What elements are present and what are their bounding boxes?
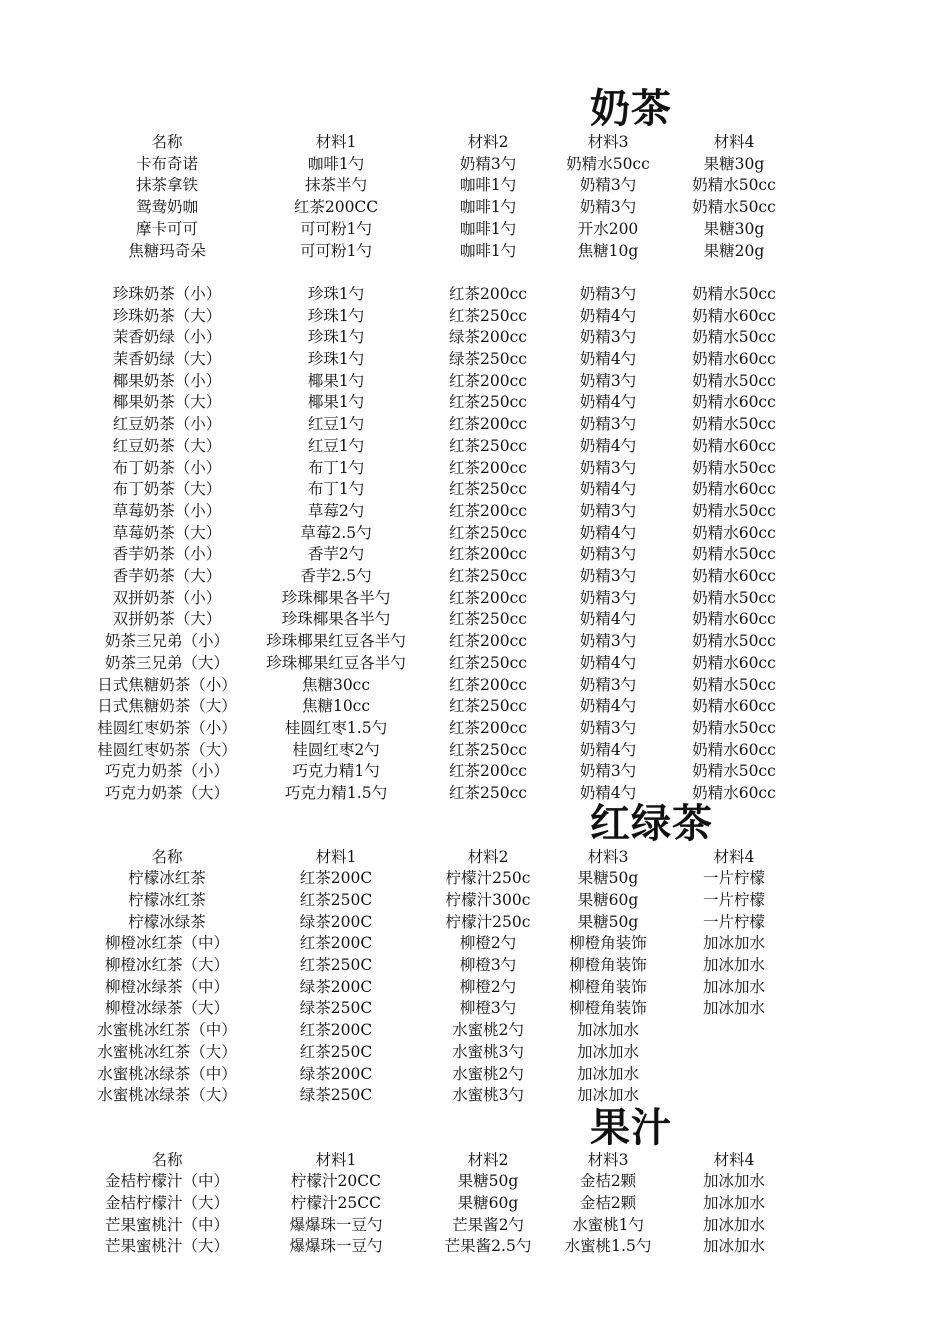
table-cell: 抹茶半勺 bbox=[304, 176, 367, 195]
table-cell: 红茶250cc bbox=[449, 523, 527, 542]
table-cell: 奶精3勺 bbox=[579, 415, 637, 434]
table-cell: 焦糖玛奇朵 bbox=[128, 241, 206, 260]
table-cell: 奶精4勺 bbox=[579, 436, 637, 455]
table-cell: 一片柠檬 bbox=[702, 912, 765, 931]
table-cell: 奶精水50cc bbox=[692, 284, 776, 303]
section-title: 红绿茶 bbox=[590, 800, 713, 847]
table-row bbox=[0, 413, 950, 435]
column-header: 材料4 bbox=[713, 133, 755, 151]
table-cell: 红茶200cc bbox=[449, 458, 527, 477]
table-row bbox=[0, 1170, 950, 1192]
table-cell: 金桔2颗 bbox=[579, 1172, 637, 1191]
table-cell: 奶精水50cc bbox=[692, 501, 776, 520]
table-cell: 香芋2.5勺 bbox=[300, 567, 372, 585]
table-row bbox=[0, 435, 950, 457]
table-header-row bbox=[0, 131, 950, 153]
table-cell: 咖啡1勺 bbox=[459, 241, 517, 260]
table-cell: 绿茶200C bbox=[299, 1064, 373, 1083]
table-row bbox=[0, 261, 950, 283]
table-cell: 日式焦糖奶茶（大） bbox=[97, 697, 237, 716]
table-cell: 珍珠1勺 bbox=[307, 284, 365, 303]
table-cell: 柳橙2勺 bbox=[459, 934, 517, 953]
table-cell: 红茶200cc bbox=[449, 284, 527, 303]
table-cell: 奶精3勺 bbox=[579, 371, 637, 390]
table-cell: 红茶200cc bbox=[449, 675, 527, 694]
table-cell: 绿茶250cc bbox=[449, 350, 527, 368]
table-cell: 奶精4勺 bbox=[579, 523, 637, 542]
table-cell: 开水200 bbox=[577, 219, 639, 238]
table-cell: 奶精4勺 bbox=[579, 610, 637, 629]
table-cell: 奶精水50cc bbox=[692, 675, 776, 694]
table-cell: 芒果蜜桃汁（中） bbox=[104, 1215, 229, 1234]
table-cell: 芒果蜜桃汁（大） bbox=[104, 1237, 229, 1256]
table-cell: 珍珠椰果各半勺 bbox=[281, 588, 391, 607]
table-row bbox=[0, 1192, 950, 1214]
table-cell: 珍珠奶茶（小） bbox=[112, 284, 222, 303]
table-cell: 奶精水60cc bbox=[692, 567, 776, 585]
table-cell: 加冰加水 bbox=[702, 1215, 765, 1234]
table-cell: 奶精水60cc bbox=[692, 393, 776, 412]
table-cell: 红茶250C bbox=[299, 1042, 373, 1061]
table-cell: 柠檬冰绿茶 bbox=[128, 912, 206, 931]
table-cell: 红茶250cc bbox=[449, 436, 527, 455]
table-row bbox=[0, 674, 950, 696]
table-cell: 巧克力精1.5勺 bbox=[284, 784, 388, 802]
table-cell: 绿茶250C bbox=[299, 1086, 373, 1105]
table-cell: 红茶250C bbox=[299, 890, 373, 909]
table-row bbox=[0, 153, 950, 175]
table-cell: 果糖50g bbox=[577, 912, 639, 931]
table-cell: 柳橙2勺 bbox=[459, 977, 517, 996]
table-cell: 奶精3勺 bbox=[579, 501, 637, 520]
table-cell: 焦糖30cc bbox=[301, 675, 371, 694]
table-cell: 桂圆红枣2勺 bbox=[292, 740, 380, 759]
table-cell: 奶精3勺 bbox=[579, 328, 637, 347]
table-row bbox=[0, 457, 950, 479]
table-cell: 奶茶三兄弟（小） bbox=[104, 632, 229, 651]
table-cell: 奶精水50cc bbox=[566, 154, 650, 173]
table-cell: 焦糖10cc bbox=[301, 697, 371, 716]
table-row bbox=[0, 1235, 950, 1257]
column-header: 材料1 bbox=[315, 1150, 357, 1169]
table-cell: 布丁奶茶（小） bbox=[112, 458, 222, 477]
table-cell: 奶精水50cc bbox=[692, 458, 776, 477]
table-cell: 奶精水60cc bbox=[692, 523, 776, 542]
column-header: 材料3 bbox=[587, 1150, 629, 1169]
table-cell: 香芋奶茶（小） bbox=[112, 545, 222, 564]
table-cell: 柳橙角装饰 bbox=[569, 977, 647, 996]
table-cell: 咖啡1勺 bbox=[459, 198, 517, 217]
table-cell: 椰果奶茶（大） bbox=[112, 393, 222, 412]
table-row bbox=[0, 326, 950, 348]
table-cell: 绿茶200cc bbox=[449, 328, 527, 347]
table-cell: 奶精水50cc bbox=[692, 198, 776, 217]
table-cell: 奶精水60cc bbox=[692, 610, 776, 629]
table-cell: 红茶200cc bbox=[449, 762, 527, 781]
table-cell: 红豆奶茶（小） bbox=[112, 415, 222, 434]
table-cell: 水蜜桃2勺 bbox=[452, 1021, 524, 1040]
table-row bbox=[0, 1214, 950, 1236]
table-row bbox=[0, 370, 950, 392]
table-cell: 加冰加水 bbox=[702, 1237, 765, 1256]
table-cell: 爆爆珠一豆勺 bbox=[289, 1215, 383, 1234]
table-cell: 奶精水60cc bbox=[692, 784, 776, 802]
table-row bbox=[0, 565, 950, 587]
table-cell: 红茶250cc bbox=[449, 653, 527, 672]
table-cell: 水蜜桃冰绿茶（大） bbox=[97, 1086, 237, 1105]
table-cell: 水蜜桃冰红茶（中） bbox=[97, 1021, 237, 1040]
table-cell: 咖啡1勺 bbox=[459, 219, 517, 238]
table-cell: 水蜜桃冰绿茶（中） bbox=[97, 1064, 237, 1083]
table-cell: 柠檬汁300c bbox=[445, 890, 531, 909]
table-cell: 奶精4勺 bbox=[579, 350, 637, 368]
table-cell: 金桔柠檬汁（中） bbox=[104, 1172, 229, 1191]
table-cell: 加冰加水 bbox=[702, 934, 765, 953]
table-cell: 双拼奶茶（小） bbox=[112, 588, 222, 607]
table-cell: 奶精3勺 bbox=[579, 718, 637, 737]
table-cell: 红豆1勺 bbox=[307, 436, 365, 455]
table-cell: 椰果1勺 bbox=[307, 393, 365, 412]
table-row bbox=[0, 867, 950, 889]
table-row bbox=[0, 283, 950, 305]
table-cell: 红茶250cc bbox=[449, 567, 527, 585]
table-cell: 奶精水50cc bbox=[692, 371, 776, 390]
table-cell: 奶精4勺 bbox=[579, 740, 637, 759]
table-cell: 草莓2.5勺 bbox=[300, 523, 372, 542]
table-cell: 红茶250cc bbox=[449, 306, 527, 325]
table-cell: 咖啡1勺 bbox=[307, 154, 365, 173]
table-row bbox=[0, 174, 950, 196]
table-row bbox=[0, 500, 950, 522]
table-cell: 柳橙冰绿茶（中） bbox=[104, 977, 229, 996]
table-cell: 奶精水60cc bbox=[692, 436, 776, 455]
table-cell: 加冰加水 bbox=[576, 1021, 639, 1040]
column-header: 材料4 bbox=[713, 847, 755, 866]
table-cell: 奶精3勺 bbox=[579, 198, 637, 217]
table-cell: 奶精水60cc bbox=[692, 350, 776, 368]
table-cell: 红茶250C bbox=[299, 956, 373, 974]
table-cell: 鸳鸯奶咖 bbox=[135, 198, 198, 217]
column-header: 材料2 bbox=[467, 133, 509, 151]
table-cell: 布丁奶茶（大） bbox=[112, 480, 222, 499]
table-row bbox=[0, 522, 950, 544]
table-cell: 红茶250cc bbox=[449, 610, 527, 629]
table-cell: 巧克力奶茶（大） bbox=[104, 784, 229, 802]
table-cell: 奶精水50cc bbox=[692, 632, 776, 651]
column-header: 名称 bbox=[151, 1150, 183, 1169]
table-cell: 金桔柠檬汁（大） bbox=[104, 1193, 229, 1212]
table-cell: 巧克力奶茶（小） bbox=[104, 762, 229, 781]
table-cell: 椰果1勺 bbox=[307, 371, 365, 390]
table-cell: 红豆1勺 bbox=[307, 415, 365, 434]
table-cell: 红茶250cc bbox=[449, 480, 527, 499]
table-cell: 奶精水50cc bbox=[692, 545, 776, 564]
table-cell: 咖啡1勺 bbox=[459, 176, 517, 195]
table-cell: 日式焦糖奶茶（小） bbox=[97, 675, 237, 694]
table-cell: 抹茶拿铁 bbox=[135, 176, 198, 195]
table-cell: 绿茶200C bbox=[299, 912, 373, 931]
table-cell: 柳橙角装饰 bbox=[569, 956, 647, 974]
table-cell: 柠檬汁20CC bbox=[291, 1172, 381, 1191]
table-row bbox=[0, 608, 950, 630]
table-cell: 草莓奶茶（大） bbox=[112, 523, 222, 542]
table-cell: 奶精3勺 bbox=[579, 545, 637, 564]
table-cell: 奶精3勺 bbox=[459, 154, 517, 173]
table-cell: 果糖50g bbox=[577, 869, 639, 888]
table-cell: 奶精4勺 bbox=[579, 784, 637, 802]
table-cell: 红茶200cc bbox=[449, 545, 527, 564]
table-cell: 果糖50g bbox=[457, 1172, 519, 1191]
table-cell: 奶精3勺 bbox=[579, 567, 637, 585]
table-cell: 珍珠椰果红豆各半勺 bbox=[266, 632, 406, 651]
table-cell: 奶精3勺 bbox=[579, 588, 637, 607]
table-cell: 奶精水60cc bbox=[692, 480, 776, 499]
table-cell: 红茶250cc bbox=[449, 393, 527, 412]
table-row bbox=[0, 932, 950, 954]
table-cell: 茉香奶绿（大） bbox=[112, 350, 222, 368]
section-title: 果汁 bbox=[590, 1104, 672, 1151]
table-cell: 柠檬汁25CC bbox=[291, 1193, 381, 1212]
table-cell: 双拼奶茶（大） bbox=[112, 610, 222, 629]
table-cell: 红茶200cc bbox=[449, 718, 527, 737]
table-header-row bbox=[0, 846, 950, 868]
column-header: 名称 bbox=[151, 847, 183, 866]
table-cell: 绿茶200C bbox=[299, 977, 373, 996]
table-row bbox=[0, 739, 950, 761]
table-cell: 焦糖10g bbox=[577, 241, 639, 260]
table-cell: 柳橙3勺 bbox=[459, 999, 517, 1018]
table-row bbox=[0, 196, 950, 218]
table-cell: 红茶200cc bbox=[449, 415, 527, 434]
table-cell: 奶精水50cc bbox=[692, 328, 776, 347]
table-cell: 茉香奶绿（小） bbox=[112, 328, 222, 347]
table-cell: 奶精水50cc bbox=[692, 718, 776, 737]
table-cell: 奶精3勺 bbox=[579, 176, 637, 195]
table-cell: 奶精4勺 bbox=[579, 306, 637, 325]
table-cell: 红茶200cc bbox=[449, 501, 527, 520]
table-cell: 奶精水50cc bbox=[692, 588, 776, 607]
table-cell: 加冰加水 bbox=[702, 999, 765, 1018]
column-header: 材料3 bbox=[587, 847, 629, 866]
table-cell: 珍珠1勺 bbox=[307, 306, 365, 325]
table-cell: 柳橙冰红茶（大） bbox=[104, 956, 229, 974]
table-cell: 香芋奶茶（大） bbox=[112, 567, 222, 585]
table-cell: 加冰加水 bbox=[702, 1172, 765, 1191]
table-row bbox=[0, 240, 950, 262]
table-cell: 卡布奇诺 bbox=[135, 154, 198, 173]
table-cell: 柠檬冰红茶 bbox=[128, 869, 206, 888]
table-row bbox=[0, 717, 950, 739]
table-cell: 奶精水60cc bbox=[692, 697, 776, 716]
table-cell: 奶精4勺 bbox=[579, 653, 637, 672]
table-cell: 果糖30g bbox=[703, 154, 765, 173]
table-cell: 果糖30g bbox=[703, 219, 765, 238]
table-cell: 椰果奶茶（小） bbox=[112, 371, 222, 390]
table-row bbox=[0, 1019, 950, 1041]
table-cell: 草莓奶茶（小） bbox=[112, 501, 222, 520]
table-cell: 绿茶250C bbox=[299, 999, 373, 1018]
table-cell: 奶精4勺 bbox=[579, 480, 637, 499]
table-cell: 柠檬汁250c bbox=[445, 912, 531, 931]
table-cell: 果糖60g bbox=[457, 1193, 519, 1212]
table-row bbox=[0, 218, 950, 240]
column-header: 材料4 bbox=[713, 1150, 755, 1169]
table-cell: 加冰加水 bbox=[576, 1086, 639, 1105]
table-cell: 加冰加水 bbox=[576, 1042, 639, 1061]
table-cell: 果糖20g bbox=[703, 241, 765, 260]
table-row bbox=[0, 348, 950, 370]
table-cell: 可可粉1勺 bbox=[300, 219, 372, 238]
table-cell: 奶精水50cc bbox=[692, 762, 776, 781]
table-cell: 柳橙角装饰 bbox=[569, 999, 647, 1018]
table-cell: 奶精3勺 bbox=[579, 284, 637, 303]
table-cell: 红茶200cc bbox=[449, 371, 527, 390]
column-header: 材料2 bbox=[467, 847, 509, 866]
table-cell: 水蜜桃2勺 bbox=[452, 1064, 524, 1083]
column-header: 名称 bbox=[151, 133, 183, 151]
table-cell: 桂圆红枣奶茶（小） bbox=[97, 718, 237, 737]
table-cell: 珍珠1勺 bbox=[307, 328, 365, 347]
table-cell: 奶精3勺 bbox=[579, 632, 637, 651]
table-cell: 珍珠椰果各半勺 bbox=[281, 610, 391, 629]
column-header: 材料3 bbox=[587, 133, 629, 151]
table-row bbox=[0, 695, 950, 717]
table-cell: 柳橙冰红茶（中） bbox=[104, 934, 229, 953]
table-cell: 奶精3勺 bbox=[579, 762, 637, 781]
table-cell: 红茶200cc bbox=[449, 632, 527, 651]
table-row bbox=[0, 652, 950, 674]
table-cell: 奶精4勺 bbox=[579, 697, 637, 716]
table-cell: 奶精3勺 bbox=[579, 458, 637, 477]
table-cell: 水蜜桃1.5勺 bbox=[564, 1237, 652, 1256]
column-header: 材料1 bbox=[315, 133, 357, 151]
table-cell: 爆爆珠一豆勺 bbox=[289, 1237, 383, 1256]
table-cell: 奶精水60cc bbox=[692, 306, 776, 325]
table-cell: 加冰加水 bbox=[702, 1193, 765, 1212]
section-title: 奶茶 bbox=[590, 85, 672, 132]
table-cell: 巧克力精1勺 bbox=[292, 762, 380, 781]
table-row bbox=[0, 305, 950, 327]
table-cell: 香芋2勺 bbox=[307, 545, 365, 564]
table-cell: 珍珠1勺 bbox=[307, 350, 365, 368]
column-header: 材料2 bbox=[467, 1150, 509, 1169]
table-row bbox=[0, 1041, 950, 1063]
table-cell: 布丁1勺 bbox=[307, 480, 365, 499]
table-cell: 芒果酱2勺 bbox=[452, 1215, 524, 1234]
column-header: 材料1 bbox=[315, 847, 357, 866]
table-row bbox=[0, 391, 950, 413]
table-row bbox=[0, 760, 950, 782]
table-cell: 金桔2颗 bbox=[579, 1193, 637, 1212]
table-cell: 可可粉1勺 bbox=[300, 241, 372, 260]
table-row bbox=[0, 954, 950, 976]
table-cell: 奶精4勺 bbox=[579, 393, 637, 412]
table-header-row bbox=[0, 1149, 950, 1171]
table-cell: 水蜜桃3勺 bbox=[452, 1042, 524, 1061]
table-row bbox=[0, 911, 950, 933]
table-cell: 加冰加水 bbox=[702, 977, 765, 996]
table-row bbox=[0, 630, 950, 652]
table-row bbox=[0, 1063, 950, 1085]
table-cell: 果糖60g bbox=[577, 890, 639, 909]
table-cell: 桂圆红枣奶茶（大） bbox=[97, 740, 237, 759]
table-cell: 珍珠奶茶（大） bbox=[112, 306, 222, 325]
table-cell: 奶精水60cc bbox=[692, 653, 776, 672]
table-cell: 红茶200cc bbox=[449, 588, 527, 607]
table-cell: 奶精水50cc bbox=[692, 176, 776, 195]
table-cell: 草莓2勺 bbox=[307, 501, 365, 520]
table-row bbox=[0, 587, 950, 609]
table-cell: 红茶250cc bbox=[449, 784, 527, 802]
table-cell: 一片柠檬 bbox=[702, 890, 765, 909]
table-cell: 红茶200C bbox=[299, 1021, 373, 1040]
table-cell: 水蜜桃1勺 bbox=[572, 1215, 644, 1234]
table-row bbox=[0, 997, 950, 1019]
table-row bbox=[0, 782, 950, 804]
table-cell: 柳橙冰绿茶（大） bbox=[104, 999, 229, 1018]
table-cell: 桂圆红枣1.5勺 bbox=[284, 718, 388, 737]
table-cell: 摩卡可可 bbox=[135, 219, 198, 238]
table-cell: 红茶200CC bbox=[293, 198, 379, 217]
table-cell: 红茶200C bbox=[299, 934, 373, 953]
table-row bbox=[0, 1084, 950, 1106]
table-cell: 柳橙角装饰 bbox=[569, 934, 647, 953]
table-cell: 加冰加水 bbox=[576, 1064, 639, 1083]
table-cell: 一片柠檬 bbox=[702, 869, 765, 888]
table-cell: 红茶250cc bbox=[449, 697, 527, 716]
table-cell: 奶茶三兄弟（大） bbox=[104, 653, 229, 672]
table-cell: 珍珠椰果红豆各半勺 bbox=[266, 653, 406, 672]
table-row bbox=[0, 543, 950, 565]
table-row bbox=[0, 976, 950, 998]
table-cell: 水蜜桃3勺 bbox=[452, 1086, 524, 1105]
table-cell: 奶精3勺 bbox=[579, 675, 637, 694]
table-cell: 奶精水50cc bbox=[692, 415, 776, 434]
table-cell: 水蜜桃冰红茶（大） bbox=[97, 1042, 237, 1061]
table-cell: 加冰加水 bbox=[702, 956, 765, 974]
table-cell: 芒果酱2.5勺 bbox=[444, 1237, 532, 1256]
table-row bbox=[0, 889, 950, 911]
table-cell: 红豆奶茶（大） bbox=[112, 436, 222, 455]
table-cell: 奶精水60cc bbox=[692, 740, 776, 759]
table-cell: 布丁1勺 bbox=[307, 458, 365, 477]
table-cell: 柠檬汁250c bbox=[445, 869, 531, 888]
table-cell: 柳橙3勺 bbox=[459, 956, 517, 974]
table-cell: 柠檬冰红茶 bbox=[128, 890, 206, 909]
table-cell: 红茶250cc bbox=[449, 740, 527, 759]
table-cell: 红茶200C bbox=[299, 869, 373, 888]
table-row bbox=[0, 478, 950, 500]
